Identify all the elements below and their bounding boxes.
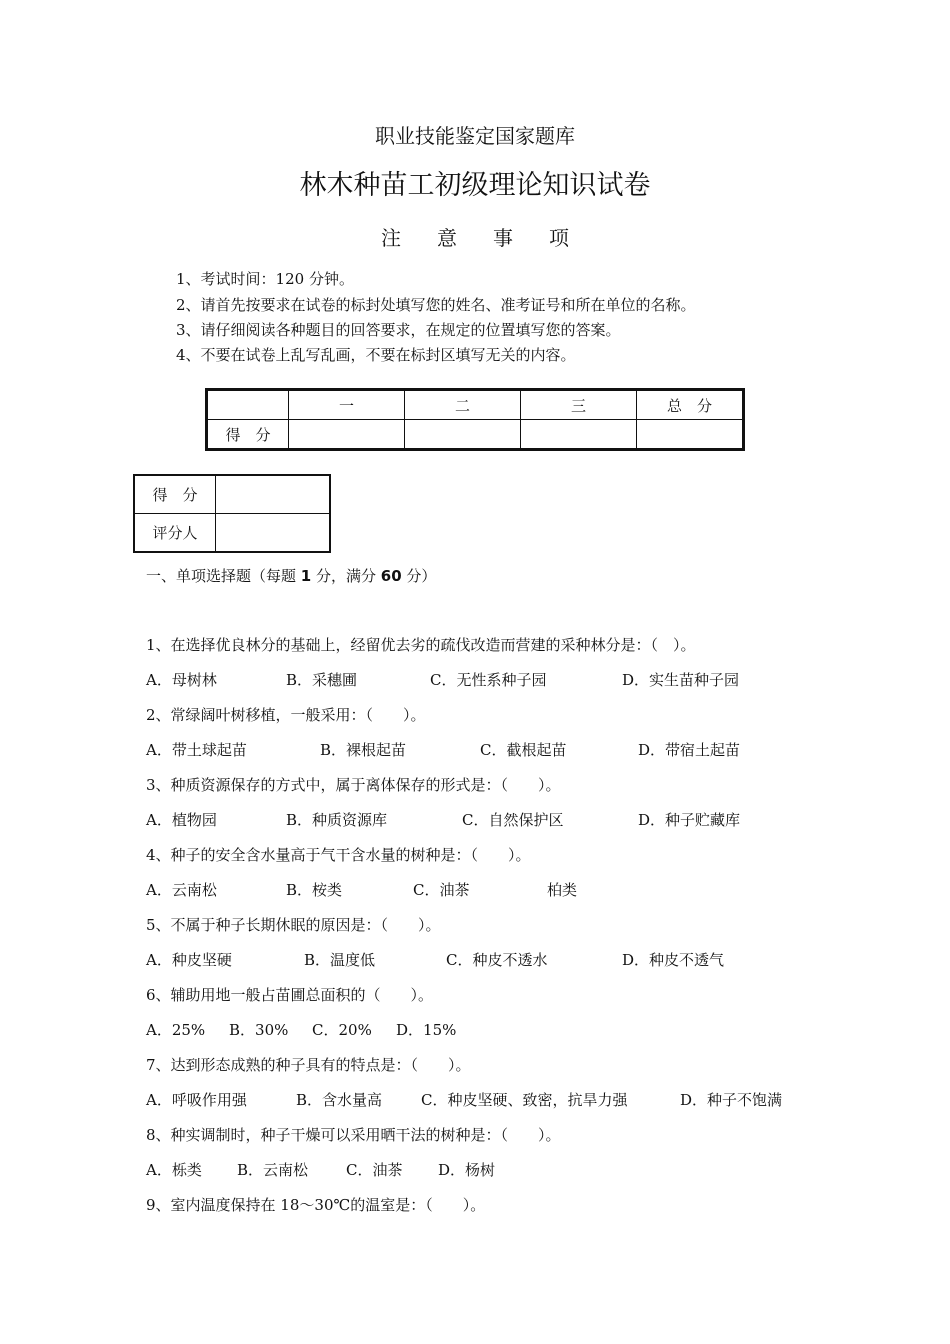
score-table-header-2: 二	[405, 390, 521, 420]
section-prefix: 一、单项选择题（每题	[146, 567, 301, 585]
question-1: 1、在选择优良林分的基础上，经留优去劣的疏伐改造而营建的采种林分是：（ ）。	[146, 636, 696, 654]
q5-option-d[interactable]: D．种皮不透气	[622, 951, 725, 969]
q4-option-c[interactable]: C．油茶	[413, 881, 470, 899]
score-table-score-row	[207, 420, 744, 450]
question-6: 6、辅助用地一般占苗圃总面积的（ ）。	[146, 986, 434, 1004]
q8-option-a[interactable]: A．栎类	[146, 1161, 202, 1179]
grader-score-label: 得 分	[134, 475, 216, 514]
question-3: 3、种质资源保存的方式中，属于离体保存的形式是：（ ）。	[146, 776, 561, 794]
q7-option-c[interactable]: C．种皮坚硬、致密，抗旱力强	[421, 1091, 628, 1109]
score-cell-total[interactable]	[637, 420, 744, 450]
q8-option-d[interactable]: D．杨树	[438, 1161, 496, 1179]
q7-option-a[interactable]: A．呼吸作用强	[146, 1091, 247, 1109]
q5-option-b[interactable]: B．温度低	[304, 951, 376, 969]
q1-option-b[interactable]: B．采穗圃	[286, 671, 358, 689]
q6-option-c[interactable]: C．20%	[312, 1021, 372, 1039]
note-3: 3、请仔细阅读各种题目的回答要求，在规定的位置填写您的答案。	[176, 321, 621, 339]
q4-option-d[interactable]: 柏类	[547, 881, 578, 899]
q7-option-b[interactable]: B．含水量高	[296, 1091, 383, 1109]
score-cell-3[interactable]	[521, 420, 637, 450]
grader-name-row	[134, 514, 330, 553]
q5-option-c[interactable]: C．种皮不透水	[446, 951, 548, 969]
score-table-header-1: 一	[289, 390, 405, 420]
score-table-header-row	[207, 390, 744, 420]
q4-option-b[interactable]: B．桉类	[286, 881, 343, 899]
section-grader-table	[133, 474, 331, 553]
q6-option-d[interactable]: D．15%	[396, 1021, 457, 1039]
q8-option-c[interactable]: C．油茶	[346, 1161, 403, 1179]
exam-title: 林木种苗工初级理论知识试卷	[299, 170, 651, 201]
section-mid: 分，满分	[311, 567, 381, 585]
question-9: 9、室内温度保持在 18～30℃的温室是：（ ）。	[146, 1196, 486, 1214]
q1-option-a[interactable]: A．母树林	[146, 671, 217, 689]
q2-option-d[interactable]: D．带宿土起苗	[638, 741, 741, 759]
q5-option-a[interactable]: A．种皮坚硬	[146, 951, 232, 969]
section-heading	[146, 565, 436, 586]
grader-score-cell[interactable]	[216, 475, 331, 514]
q1-option-c[interactable]: C．无性系种子园	[430, 671, 547, 689]
q6-option-b[interactable]: B．30%	[229, 1021, 289, 1039]
note-2: 2、请首先按要求在试卷的标封处填写您的姓名、准考证号和所在单位的名称。	[176, 296, 696, 314]
note-1: 1、考试时间：120 分钟。	[176, 270, 354, 288]
note-4: 4、不要在试卷上乱写乱画，不要在标封区填写无关的内容。	[176, 346, 576, 364]
section-total: 60	[380, 567, 402, 585]
score-table-corner	[207, 390, 289, 420]
question-7: 7、达到形态成熟的种子具有的特点是：（ ）。	[146, 1056, 471, 1074]
exam-bank-heading: 职业技能鉴定国家题库	[375, 124, 575, 148]
grader-name-label: 评分人	[134, 514, 216, 553]
section-suffix: 分）	[401, 567, 437, 585]
question-2: 2、常绿阔叶树移植，一般采用：（ ）。	[146, 706, 426, 724]
score-table-header-total: 总 分	[637, 390, 744, 420]
score-cell-1[interactable]	[289, 420, 405, 450]
score-table-row-label: 得 分	[207, 420, 289, 450]
q3-option-b[interactable]: B．种质资源库	[286, 811, 388, 829]
q2-option-c[interactable]: C．截根起苗	[480, 741, 567, 759]
notice-heading: 注意事项	[381, 226, 605, 250]
question-4: 4、种子的安全含水量高于气干含水量的树种是：（ ）。	[146, 846, 531, 864]
q3-option-d[interactable]: D．种子贮藏库	[638, 811, 741, 829]
question-8: 8、种实调制时，种子干燥可以采用晒干法的树种是：（ ）。	[146, 1126, 561, 1144]
question-5: 5、不属于种子长期休眠的原因是：（ ）。	[146, 916, 441, 934]
q6-option-a[interactable]: A．25%	[146, 1021, 206, 1039]
q2-option-a[interactable]: A．带土球起苗	[146, 741, 247, 759]
grader-score-row	[134, 475, 330, 514]
grader-name-cell[interactable]	[216, 514, 331, 553]
score-summary-table	[205, 388, 745, 451]
q1-option-d[interactable]: D．实生苗种子园	[622, 671, 740, 689]
q3-option-a[interactable]: A．植物园	[146, 811, 217, 829]
q2-option-b[interactable]: B．裸根起苗	[320, 741, 407, 759]
q4-option-a[interactable]: A．云南松	[146, 881, 217, 899]
score-cell-2[interactable]	[405, 420, 521, 450]
q8-option-b[interactable]: B．云南松	[237, 1161, 309, 1179]
score-table-header-3: 三	[521, 390, 637, 420]
q7-option-d[interactable]: D．种子不饱满	[680, 1091, 783, 1109]
section-per-point: 1	[300, 567, 312, 585]
q3-option-c[interactable]: C．自然保护区	[462, 811, 564, 829]
